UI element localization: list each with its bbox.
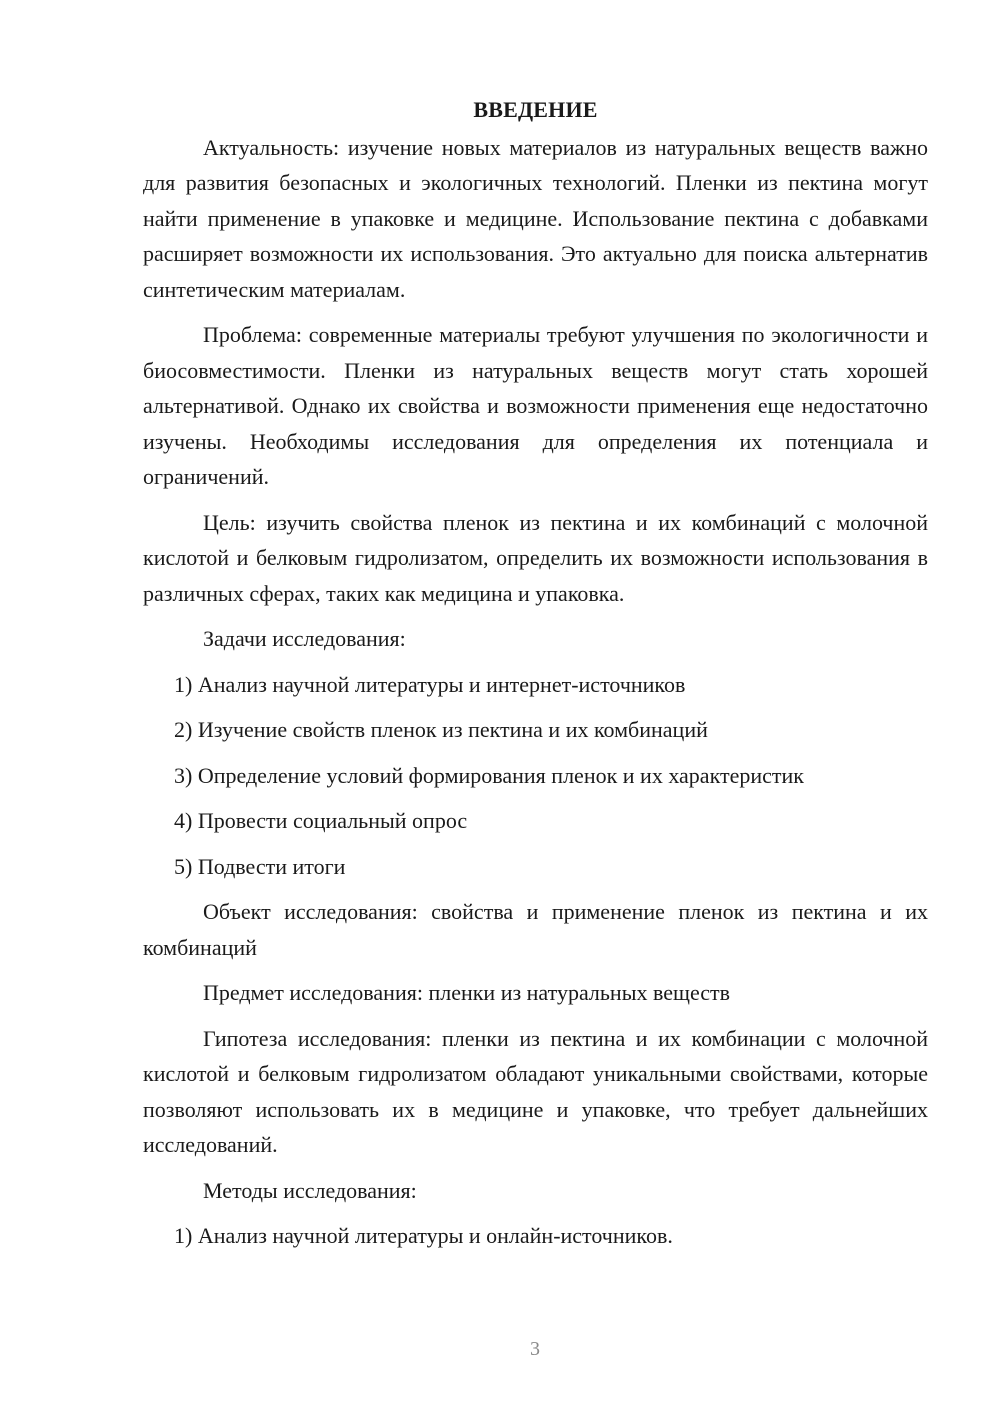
- tasks-heading: Задачи исследования:: [203, 626, 406, 651]
- paragraph-actuality: Актуальность: изучение новых материалов из натуральных веществ важно для развития безопасных и экологичных технологий. Пленки из пектина могут найти применение в упаковке и медицине. Использование пектина с добавками расширяет возможности их использования. Это актуально для поиска альтернатив синтетическим материалам.: [143, 134, 928, 302]
- list-item: 3) Определение условий формирования пленок и их характеристик: [174, 762, 804, 788]
- paragraph-problem: Проблема: современные материалы требуют улучшения по экологичности и биосовместимости. Пленки из натуральных веществ могут стать хорошей альтернативой. Однако их свойства и возможности применения еще недостаточно изучены. Необходимы исследования для определения их потенциала и ограничений.: [143, 322, 928, 489]
- methods-heading: Методы исследования:: [203, 1177, 417, 1203]
- tasks-list: [143, 667, 928, 885]
- paragraph-hypothesis: Гипотеза исследования: пленки из пектина и их комбинации с молочной кислотой и белковым гидролизатом обладают уникальными свойствами, которые позволяют использовать их в медицине и упаковке, что требует дальнейших исследований.: [143, 1025, 928, 1157]
- paragraph-goal: Цель: изучить свойства пленок из пектина и их комбинаций с молочной кислотой и белковым гидролизатом, определить их возможности использования в различных сферах, таких как медицина и упаковка.: [143, 509, 928, 606]
- page-content: [143, 92, 928, 1264]
- list-item: 1) Анализ научной литературы и интернет-источников: [174, 671, 686, 697]
- list-item: 5) Подвести итоги: [174, 853, 346, 879]
- page-number: 3: [530, 1338, 540, 1360]
- list-item: 4) Провести социальный опрос: [174, 808, 468, 833]
- paragraph-subject: Предмет исследования: пленки из натуральных веществ: [203, 980, 731, 1005]
- list-item: 2) Изучение свойств пленок из пектина и их комбинаций: [174, 717, 708, 742]
- section-title: ВВЕДЕНИЕ: [473, 97, 598, 122]
- list-item: 1) Анализ научной литературы и онлайн-источников.: [174, 1223, 673, 1248]
- methods-list: [143, 1218, 928, 1254]
- paragraph-object: Объект исследования: свойства и применение пленок из пектина и их комбинаций: [143, 899, 928, 960]
